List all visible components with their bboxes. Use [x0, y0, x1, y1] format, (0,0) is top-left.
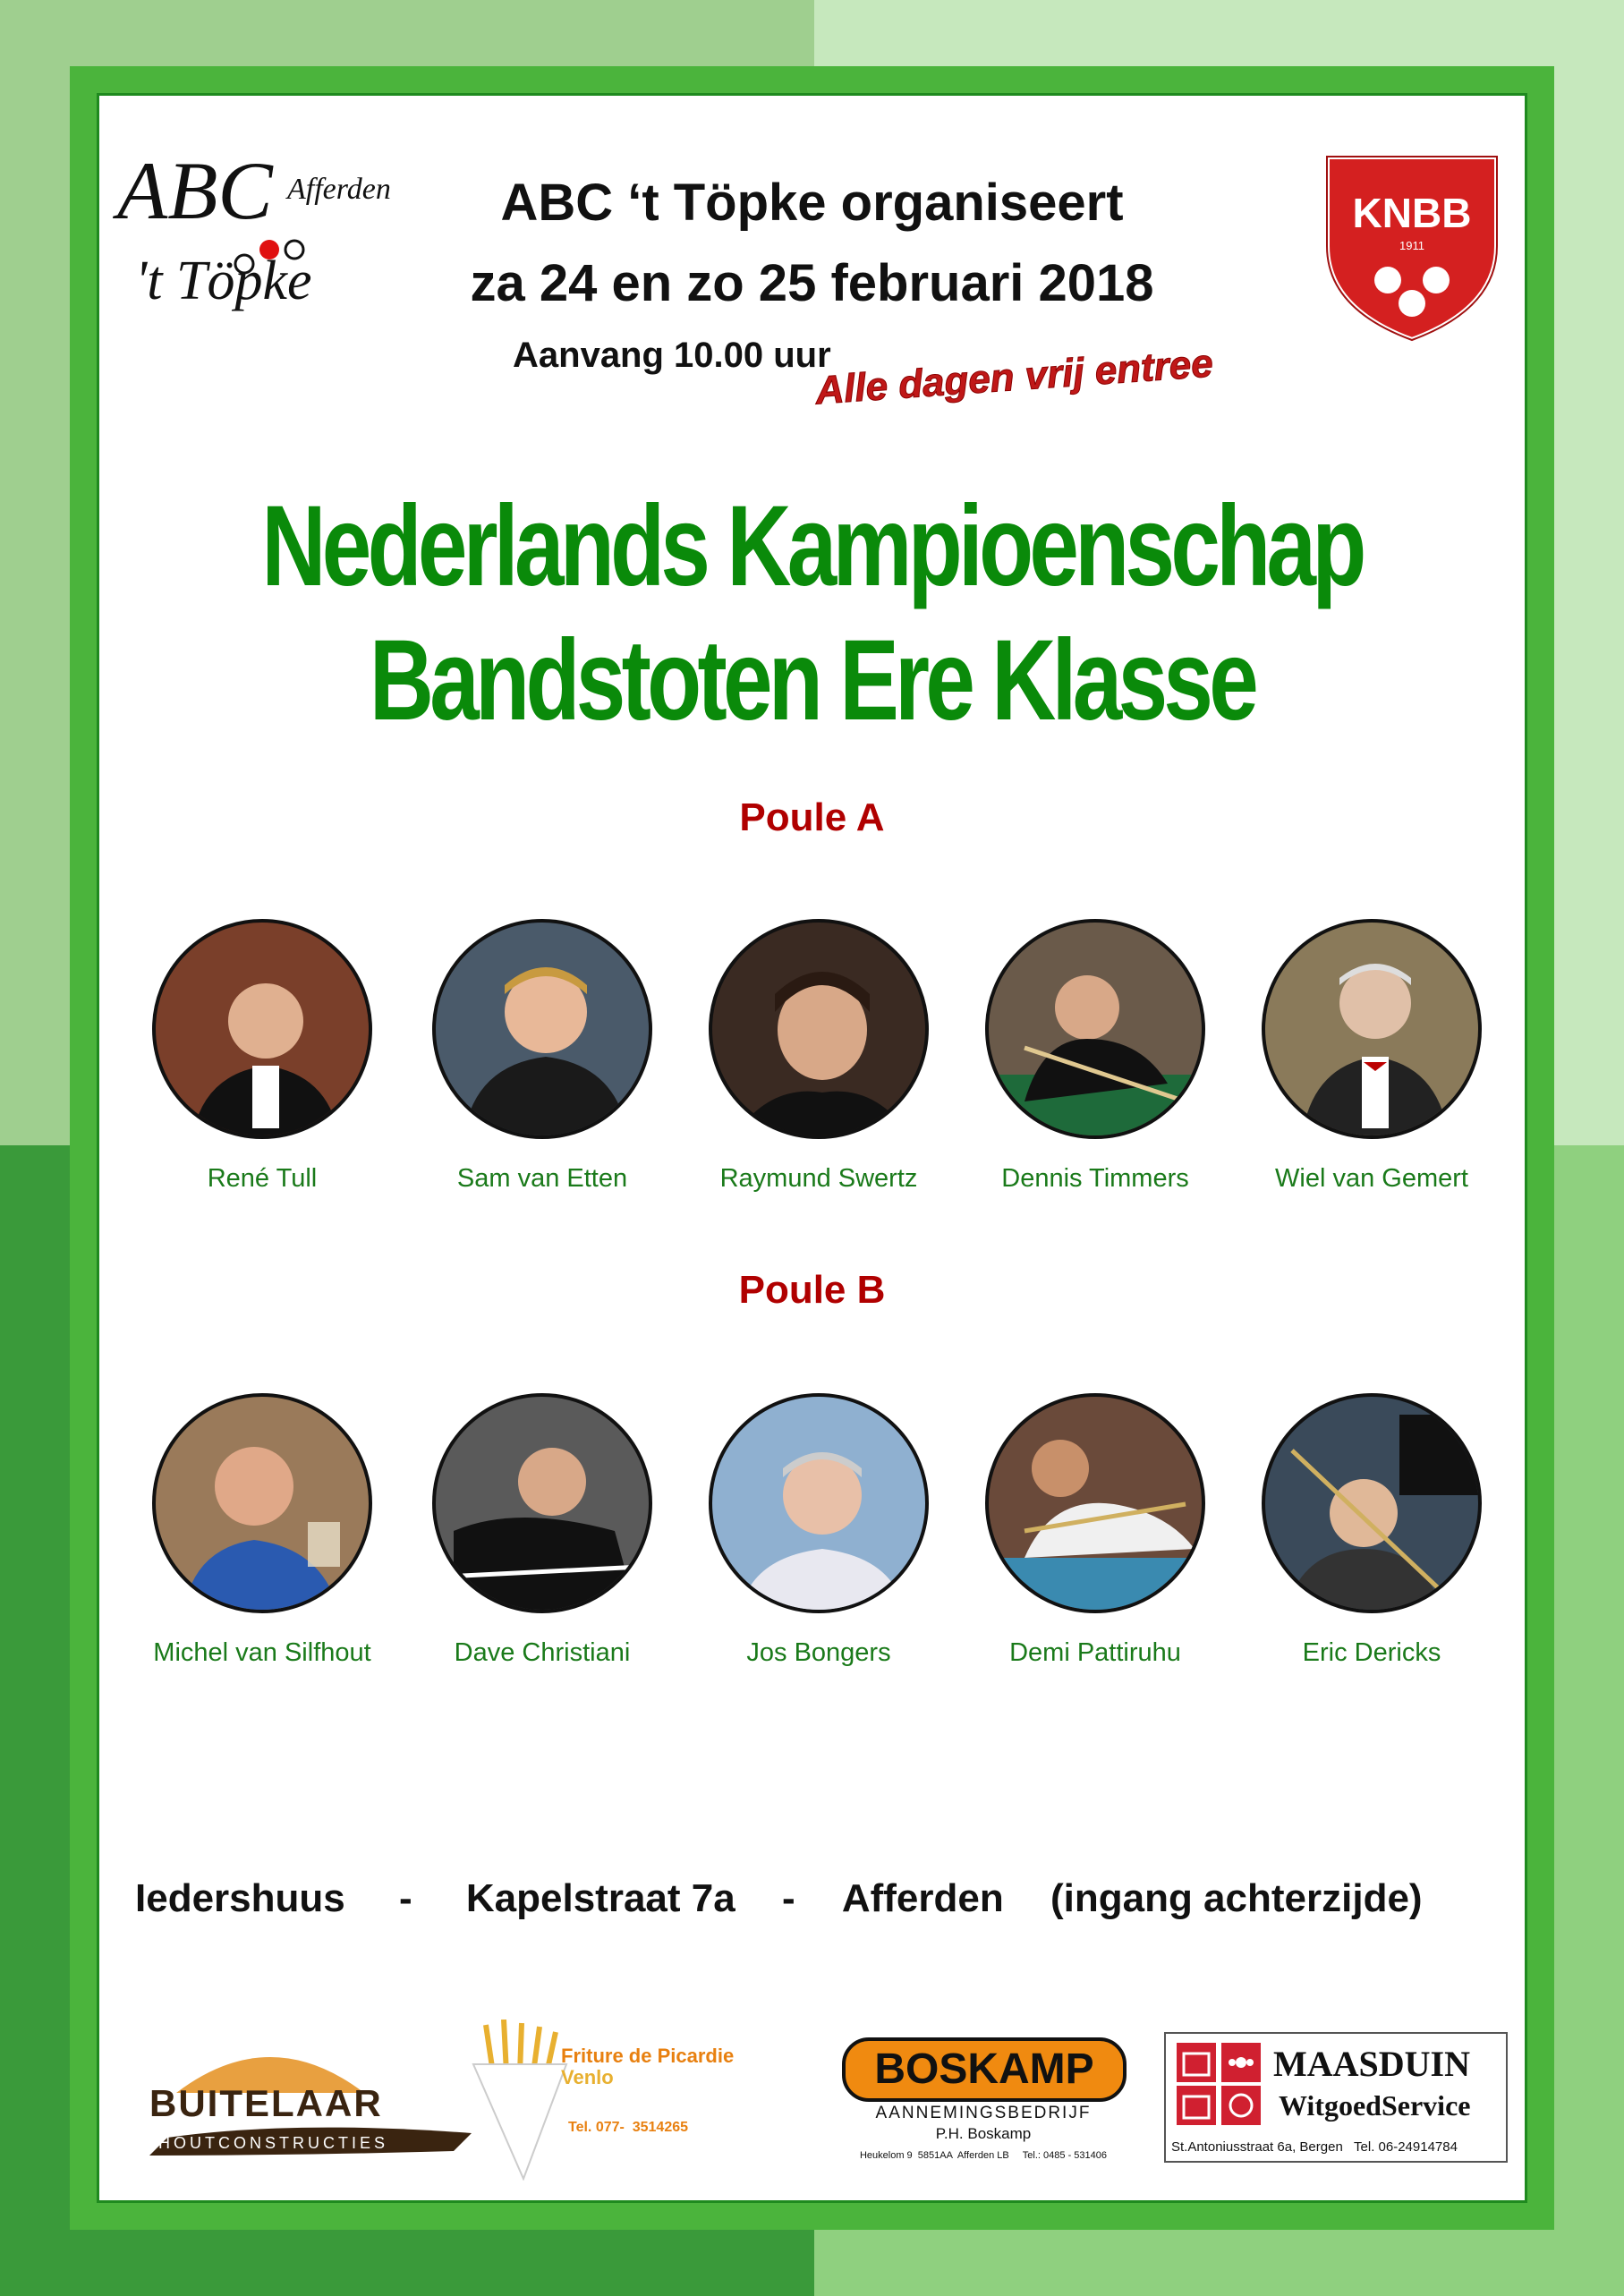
player-photo: [709, 1393, 929, 1613]
player-name: Demi Pattiruhu: [1009, 1638, 1181, 1667]
venue-town: Afferden: [841, 1876, 1004, 1920]
start-time: Aanvang 10.00 uur: [513, 336, 831, 375]
sponsor-friture: [466, 2020, 824, 2181]
abc-logo-ab: AB: [117, 145, 218, 236]
friture-name: Friture de Picardie: [561, 2045, 735, 2067]
player-card: [684, 919, 953, 1194]
buitelaar-name: BUITELAAR: [149, 2082, 383, 2124]
player-name: Michel van Silfhout: [153, 1638, 371, 1667]
player-photo: [152, 919, 372, 1139]
player-card: [1237, 919, 1506, 1194]
organizer-line: ABC ‘t Töpke organiseert: [500, 174, 1124, 232]
player-card: [1237, 1393, 1506, 1668]
player-photo: [432, 1393, 652, 1613]
poule-b-label: Poule B: [738, 1268, 886, 1312]
title-line-2: Bandstoten Ere Klasse: [369, 617, 1255, 744]
player-name: Dave Christiani: [454, 1638, 631, 1667]
date-line: za 24 en zo 25 februari 2018: [470, 254, 1154, 312]
title-line-1: Nederlands Kampioenschap: [261, 482, 1363, 610]
knbb-year: 1911: [1399, 239, 1424, 252]
player-name: Wiel van Gemert: [1275, 1164, 1468, 1193]
player-photo: [985, 919, 1205, 1139]
player-name: Eric Dericks: [1302, 1638, 1441, 1667]
knbb-name: KNBB: [1352, 190, 1472, 236]
friture-city: Venlo: [561, 2066, 614, 2088]
friture-tel: Tel. 077- 3514265: [568, 2120, 689, 2135]
venue-place: Iedershuus: [135, 1876, 345, 1920]
sponsor-maasduin: [1164, 2032, 1508, 2163]
player-photo: [709, 919, 929, 1139]
player-photo: [432, 919, 652, 1139]
free-entry: Alle dagen vrij entree: [813, 341, 1215, 413]
venue-separator: -: [781, 1876, 795, 1920]
venue-note: (ingang achterzijde): [1050, 1876, 1423, 1920]
player-photo: [1262, 919, 1482, 1139]
abc-logo-afferden: Afferden: [287, 173, 391, 206]
player-name: Sam van Etten: [456, 1164, 628, 1193]
venue-line: [135, 1876, 1531, 1921]
sponsor-buitelaar: [114, 2030, 489, 2164]
player-card: [961, 919, 1229, 1194]
maasduin-sub: WitgoedService: [1279, 2089, 1471, 2122]
abc-logo-c: C: [217, 145, 273, 236]
poule-a-label: Poule A: [739, 795, 885, 839]
player-card: [684, 1393, 953, 1668]
player-card: [128, 919, 396, 1194]
player-photo: [1262, 1393, 1482, 1613]
abc-logo-topke: 't Töpke: [135, 251, 312, 311]
player-name: Raymund Swertz: [719, 1164, 918, 1193]
boskamp-address: Heukelom 9 5851AA Afferden LB Tel.: 0485 - 531406: [859, 2150, 1107, 2161]
player-name: Jos Bongers: [746, 1638, 891, 1667]
knbb-logo: [1318, 139, 1506, 344]
player-name: René Tull: [207, 1164, 318, 1193]
player-card: [408, 1393, 676, 1668]
buitelaar-sub: HOUTCONSTRUCTIES: [158, 2134, 388, 2152]
player-name: Dennis Timmers: [1001, 1164, 1189, 1193]
boskamp-sub: AANNEMINGSBEDRIJF: [875, 2104, 1092, 2122]
venue-street: Kapelstraat 7a: [465, 1876, 735, 1920]
maasduin-address: St.Antoniusstraat 6a, Bergen Tel. 06-24914784: [1171, 2139, 1458, 2155]
maasduin-name: MAASDUIN: [1273, 2044, 1470, 2084]
player-photo: [152, 1393, 372, 1613]
player-card: [408, 919, 676, 1194]
boskamp-name: BOSKAMP: [842, 2037, 1127, 2102]
boskamp-person: P.H. Boskamp: [935, 2125, 1032, 2142]
poster: [97, 93, 1527, 2203]
venue-separator: -: [398, 1876, 412, 1920]
sponsor-boskamp: [833, 2037, 1137, 2172]
player-photo: [985, 1393, 1205, 1613]
player-card: [128, 1393, 396, 1668]
player-card: [961, 1393, 1229, 1668]
